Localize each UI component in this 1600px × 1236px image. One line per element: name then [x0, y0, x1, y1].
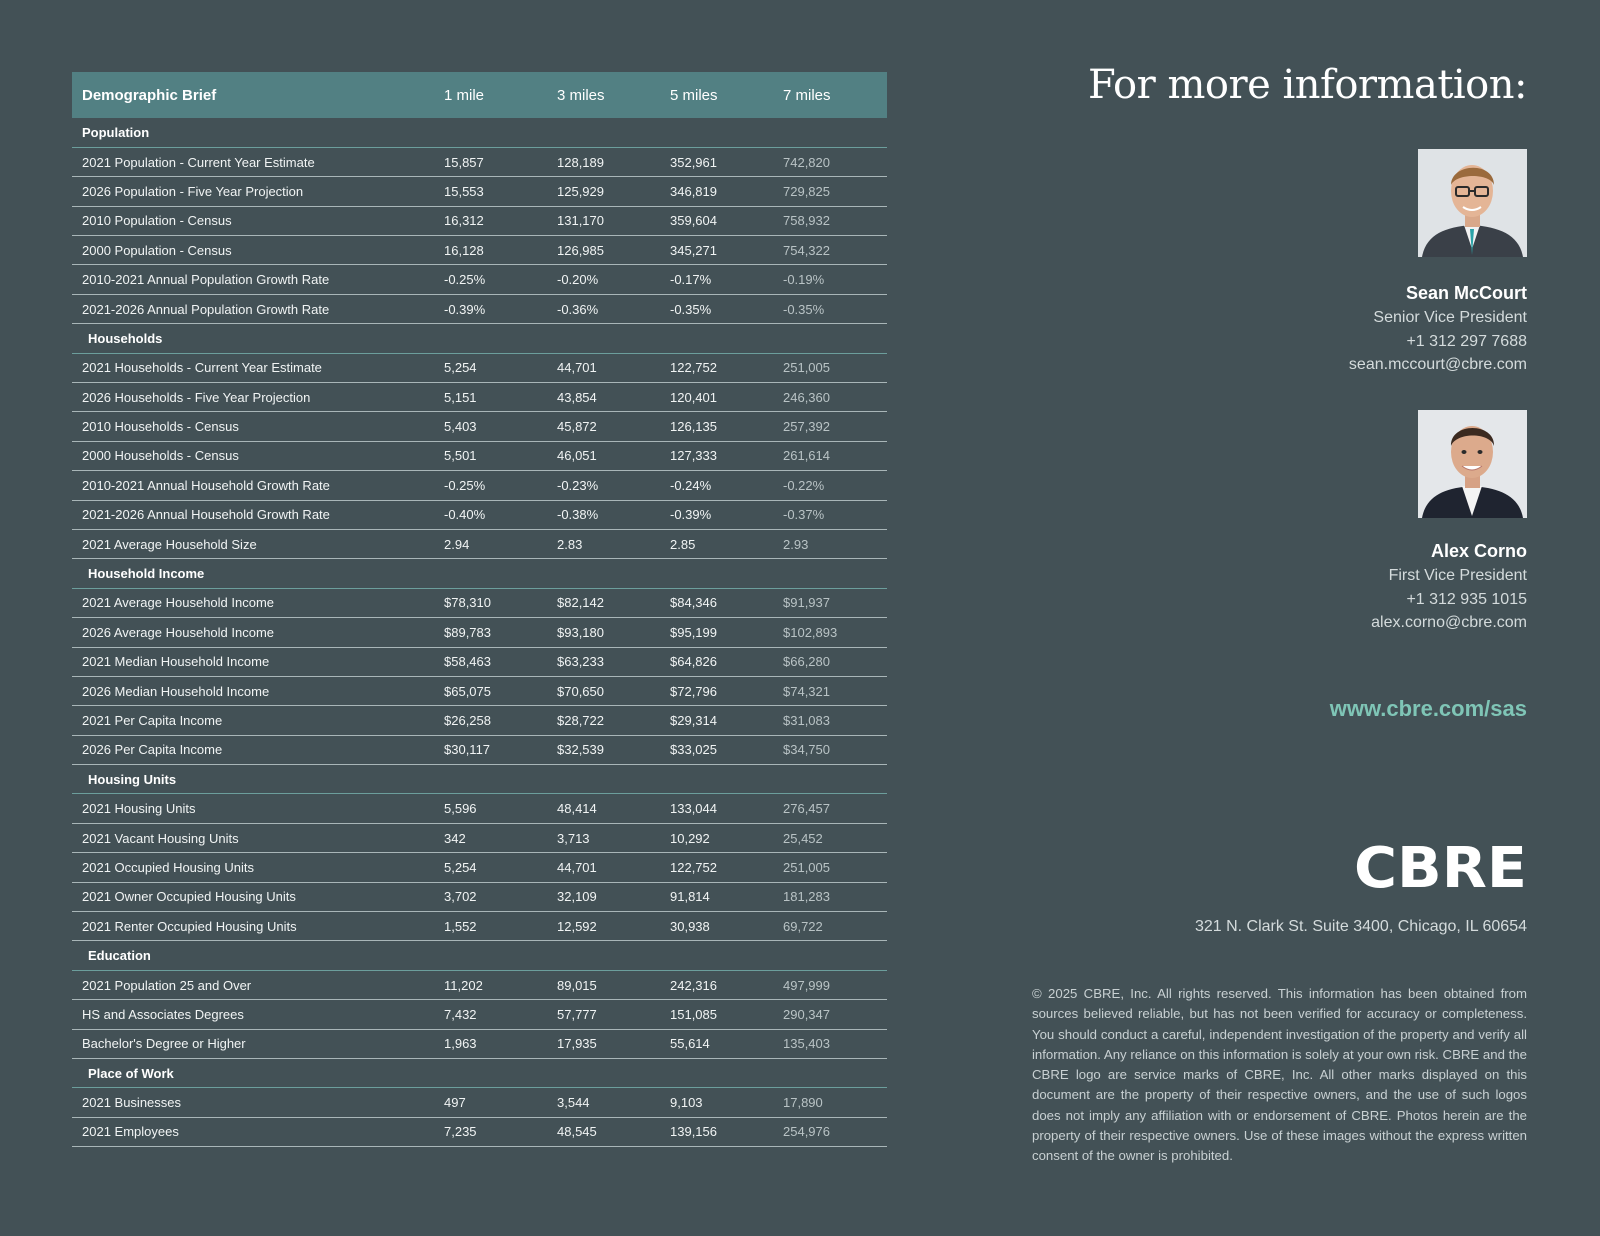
- row-value: 2.83: [547, 529, 660, 558]
- row-value: 120,401: [660, 383, 773, 412]
- row-value: 57,777: [547, 1000, 660, 1029]
- table-row: [72, 912, 887, 941]
- row-value: $84,346: [660, 588, 773, 617]
- table-row: [72, 294, 887, 323]
- row-value: 5,254: [434, 853, 547, 882]
- row-value: 126,985: [547, 236, 660, 265]
- row-value: 729,825: [773, 177, 887, 206]
- row-label: 2021 Average Household Income: [72, 588, 434, 617]
- row-value: 125,929: [547, 177, 660, 206]
- row-label: 2021-2026 Annual Population Growth Rate: [72, 294, 434, 323]
- row-value: $33,025: [660, 735, 773, 764]
- table-header-row: [72, 72, 887, 118]
- row-label: 2021 Employees: [72, 1117, 434, 1146]
- row-value: $72,796: [660, 676, 773, 705]
- row-value: $32,539: [547, 735, 660, 764]
- row-value: $26,258: [434, 706, 547, 735]
- row-value: 126,135: [660, 412, 773, 441]
- row-value: 44,701: [547, 853, 660, 882]
- row-value: $29,314: [660, 706, 773, 735]
- row-value: 7,235: [434, 1117, 547, 1146]
- row-value: 7,432: [434, 1000, 547, 1029]
- row-label: 2026 Median Household Income: [72, 676, 434, 705]
- row-value: 242,316: [660, 970, 773, 999]
- row-value: 48,545: [547, 1117, 660, 1146]
- row-value: -0.40%: [434, 500, 547, 529]
- table-header-title: Demographic Brief: [72, 72, 434, 118]
- table-header-5-miles: 5 miles: [660, 72, 773, 118]
- contact-card-sean: [1349, 283, 1527, 377]
- table-row: [72, 882, 887, 911]
- row-value: 2.93: [773, 529, 887, 558]
- row-label: 2021 Population - Current Year Estimate: [72, 147, 434, 176]
- row-value: 290,347: [773, 1000, 887, 1029]
- row-value: $93,180: [547, 618, 660, 647]
- row-value: 135,403: [773, 1029, 887, 1058]
- row-value: 151,085: [660, 1000, 773, 1029]
- row-value: 12,592: [547, 912, 660, 941]
- table-header-7-miles: 7 miles: [773, 72, 887, 118]
- row-value: -0.35%: [660, 294, 773, 323]
- contact-card-alex: [1371, 541, 1527, 635]
- row-value: 342: [434, 823, 547, 852]
- row-value: $65,075: [434, 676, 547, 705]
- row-label: 2010 Population - Census: [72, 206, 434, 235]
- row-value: -0.39%: [434, 294, 547, 323]
- row-value: 16,312: [434, 206, 547, 235]
- table-row: [72, 1029, 887, 1058]
- table-row: [72, 500, 887, 529]
- row-value: $31,083: [773, 706, 887, 735]
- table-section-row: [72, 118, 887, 147]
- row-value: $64,826: [660, 647, 773, 676]
- contact-name: Alex Corno: [1430, 541, 1527, 561]
- row-value: 127,333: [660, 441, 773, 470]
- row-value: $63,233: [547, 647, 660, 676]
- row-value: 1,552: [434, 912, 547, 941]
- person-photo-icon: [1418, 149, 1527, 257]
- contact-phone[interactable]: +1 312 297 7688: [1406, 332, 1527, 350]
- row-value: 122,752: [660, 853, 773, 882]
- row-value: -0.35%: [773, 294, 887, 323]
- table-row: [72, 236, 887, 265]
- table-row: [72, 353, 887, 382]
- row-value: -0.39%: [660, 500, 773, 529]
- row-value: -0.25%: [434, 265, 547, 294]
- row-value: 128,189: [547, 147, 660, 176]
- info-heading: For more information:: [1087, 62, 1527, 108]
- table-row: [72, 471, 887, 500]
- row-value: 2.94: [434, 529, 547, 558]
- row-value: $78,310: [434, 588, 547, 617]
- table-row: [72, 529, 887, 558]
- row-value: 5,151: [434, 383, 547, 412]
- table-section-row: [72, 559, 887, 588]
- row-label: 2021-2026 Annual Household Growth Rate: [72, 500, 434, 529]
- row-value: $102,893: [773, 618, 887, 647]
- row-value: 32,109: [547, 882, 660, 911]
- demographic-brief-table: [72, 72, 887, 1147]
- row-value: 139,156: [660, 1117, 773, 1146]
- table-row: [72, 412, 887, 441]
- row-value: -0.20%: [547, 265, 660, 294]
- row-value: 9,103: [660, 1088, 773, 1117]
- row-value: 15,553: [434, 177, 547, 206]
- row-value: 251,005: [773, 353, 887, 382]
- row-value: 25,452: [773, 823, 887, 852]
- row-value: $82,142: [547, 588, 660, 617]
- contact-name: Sean McCourt: [1405, 283, 1527, 303]
- alex-corno-photo: [1418, 410, 1527, 518]
- table-row: [72, 588, 887, 617]
- row-value: 46,051: [547, 441, 660, 470]
- contact-title: Senior Vice President: [1373, 309, 1527, 326]
- row-value: 11,202: [434, 970, 547, 999]
- row-value: 10,292: [660, 823, 773, 852]
- table-header-1-mile: 1 mile: [434, 72, 547, 118]
- table-row: [72, 676, 887, 705]
- row-value: 45,872: [547, 412, 660, 441]
- row-value: $91,937: [773, 588, 887, 617]
- table-row: [72, 441, 887, 470]
- row-value: 181,283: [773, 882, 887, 911]
- row-value: $89,783: [434, 618, 547, 647]
- row-label: 2000 Households - Census: [72, 441, 434, 470]
- contact-phone[interactable]: +1 312 935 1015: [1406, 590, 1527, 608]
- cbre-logo: [1354, 842, 1527, 888]
- row-label: 2021 Households - Current Year Estimate: [72, 353, 434, 382]
- row-value: 133,044: [660, 794, 773, 823]
- row-value: 48,414: [547, 794, 660, 823]
- row-value: 17,890: [773, 1088, 887, 1117]
- section-title: Household Income: [72, 559, 887, 588]
- row-value: $95,199: [660, 618, 773, 647]
- table-row: [72, 970, 887, 999]
- row-label: 2010 Households - Census: [72, 412, 434, 441]
- row-value: -0.24%: [660, 471, 773, 500]
- row-value: -0.38%: [547, 500, 660, 529]
- row-value: 122,752: [660, 353, 773, 382]
- row-label: 2021 Per Capita Income: [72, 706, 434, 735]
- row-value: -0.37%: [773, 500, 887, 529]
- row-value: 261,614: [773, 441, 887, 470]
- row-value: 69,722: [773, 912, 887, 941]
- table-row: [72, 265, 887, 294]
- row-value: 17,935: [547, 1029, 660, 1058]
- table-section-row: [72, 941, 887, 970]
- table-row: [72, 206, 887, 235]
- table-row: [72, 647, 887, 676]
- row-value: 742,820: [773, 147, 887, 176]
- row-value: 55,614: [660, 1029, 773, 1058]
- row-value: -0.25%: [434, 471, 547, 500]
- office-address: 321 N. Clark St. Suite 3400, Chicago, IL 60654: [1194, 918, 1527, 935]
- table-row: [72, 177, 887, 206]
- row-value: 89,015: [547, 970, 660, 999]
- row-value: 91,814: [660, 882, 773, 911]
- table-section-row: [72, 324, 887, 353]
- table-section-row: [72, 765, 887, 794]
- section-title: Education: [72, 941, 887, 970]
- row-value: 3,544: [547, 1088, 660, 1117]
- row-value: $70,650: [547, 676, 660, 705]
- row-value: 497: [434, 1088, 547, 1117]
- row-value: $58,463: [434, 647, 547, 676]
- row-value: $28,722: [547, 706, 660, 735]
- table-row: [72, 383, 887, 412]
- row-label: 2021 Renter Occupied Housing Units: [72, 912, 434, 941]
- row-value: 131,170: [547, 206, 660, 235]
- legal-disclaimer: © 2025 CBRE, Inc. All rights reserved. This information has been obtained from sources believed reliable, but has not been verified for accuracy or completeness. You should conduct a careful, independent investigation of the property and verify all information. Any reliance on this information is solely at your own risk. CBRE and the CBRE logo are service marks of CBRE, Inc. All other marks displayed on this document are the property of their respective owners, and the use of such logos does not imply any affiliation with or endorsement of CBRE. Photos herein are the property of their respective owners. Use of these images without the express written consent of the owner is prohibited.: [1032, 986, 1527, 1164]
- row-value: 2.85: [660, 529, 773, 558]
- row-value: -0.36%: [547, 294, 660, 323]
- row-value: 5,596: [434, 794, 547, 823]
- row-value: 251,005: [773, 853, 887, 882]
- row-value: 1,963: [434, 1029, 547, 1058]
- row-label: 2026 Population - Five Year Projection: [72, 177, 434, 206]
- table-body: [72, 118, 887, 1147]
- contact-title: First Vice President: [1388, 567, 1527, 584]
- table-row: [72, 1088, 887, 1117]
- row-value: 359,604: [660, 206, 773, 235]
- table-row: [72, 735, 887, 764]
- section-title: Households: [72, 324, 887, 353]
- row-label: 2026 Per Capita Income: [72, 735, 434, 764]
- person-photo-icon: [1418, 410, 1527, 518]
- row-value: 5,501: [434, 441, 547, 470]
- row-value: 5,403: [434, 412, 547, 441]
- sean-mccourt-photo: [1418, 149, 1527, 257]
- row-label: 2021 Occupied Housing Units: [72, 853, 434, 882]
- row-label: 2026 Households - Five Year Projection: [72, 383, 434, 412]
- row-label: 2021 Owner Occupied Housing Units: [72, 882, 434, 911]
- row-label: 2021 Housing Units: [72, 794, 434, 823]
- row-value: -0.22%: [773, 471, 887, 500]
- table-row: [72, 618, 887, 647]
- row-label: 2010-2021 Annual Population Growth Rate: [72, 265, 434, 294]
- row-label: 2010-2021 Annual Household Growth Rate: [72, 471, 434, 500]
- row-value: 497,999: [773, 970, 887, 999]
- row-label: 2026 Average Household Income: [72, 618, 434, 647]
- row-value: 5,254: [434, 353, 547, 382]
- table-row: [72, 823, 887, 852]
- row-value: $66,280: [773, 647, 887, 676]
- row-value: -0.23%: [547, 471, 660, 500]
- section-title: Population: [72, 118, 887, 147]
- row-value: $74,321: [773, 676, 887, 705]
- row-label: HS and Associates Degrees: [72, 1000, 434, 1029]
- row-value: 345,271: [660, 236, 773, 265]
- row-value: -0.19%: [773, 265, 887, 294]
- row-value: $34,750: [773, 735, 887, 764]
- svg-text:CBRE: CBRE: [1354, 842, 1527, 888]
- table-row: [72, 794, 887, 823]
- section-title: Place of Work: [72, 1059, 887, 1088]
- row-value: 758,932: [773, 206, 887, 235]
- row-label: 2021 Average Household Size: [72, 529, 434, 558]
- row-label: 2021 Vacant Housing Units: [72, 823, 434, 852]
- row-value: 346,819: [660, 177, 773, 206]
- row-value: 3,713: [547, 823, 660, 852]
- row-value: 3,702: [434, 882, 547, 911]
- row-value: 254,976: [773, 1117, 887, 1146]
- row-value: 43,854: [547, 383, 660, 412]
- row-value: 276,457: [773, 794, 887, 823]
- row-value: 754,322: [773, 236, 887, 265]
- row-value: 16,128: [434, 236, 547, 265]
- row-label: 2021 Population 25 and Over: [72, 970, 434, 999]
- contact-email[interactable]: alex.corno@cbre.com: [1371, 614, 1527, 631]
- row-value: $30,117: [434, 735, 547, 764]
- row-value: 352,961: [660, 147, 773, 176]
- table-header-3-miles: 3 miles: [547, 72, 660, 118]
- contact-email[interactable]: sean.mccourt@cbre.com: [1348, 356, 1527, 373]
- row-label: 2000 Population - Census: [72, 236, 434, 265]
- row-value: 44,701: [547, 353, 660, 382]
- row-value: 257,392: [773, 412, 887, 441]
- row-label: 2021 Businesses: [72, 1088, 434, 1117]
- website-link[interactable]: www.cbre.com/sas: [1329, 696, 1527, 721]
- row-label: 2021 Median Household Income: [72, 647, 434, 676]
- table-row: [72, 1117, 887, 1146]
- row-label: Bachelor's Degree or Higher: [72, 1029, 434, 1058]
- row-value: 30,938: [660, 912, 773, 941]
- row-value: 15,857: [434, 147, 547, 176]
- section-title: Housing Units: [72, 765, 887, 794]
- table-section-row: [72, 1059, 887, 1088]
- table-row: [72, 1000, 887, 1029]
- table-row: [72, 706, 887, 735]
- row-value: -0.17%: [660, 265, 773, 294]
- row-value: 246,360: [773, 383, 887, 412]
- table-row: [72, 147, 887, 176]
- table-row: [72, 853, 887, 882]
